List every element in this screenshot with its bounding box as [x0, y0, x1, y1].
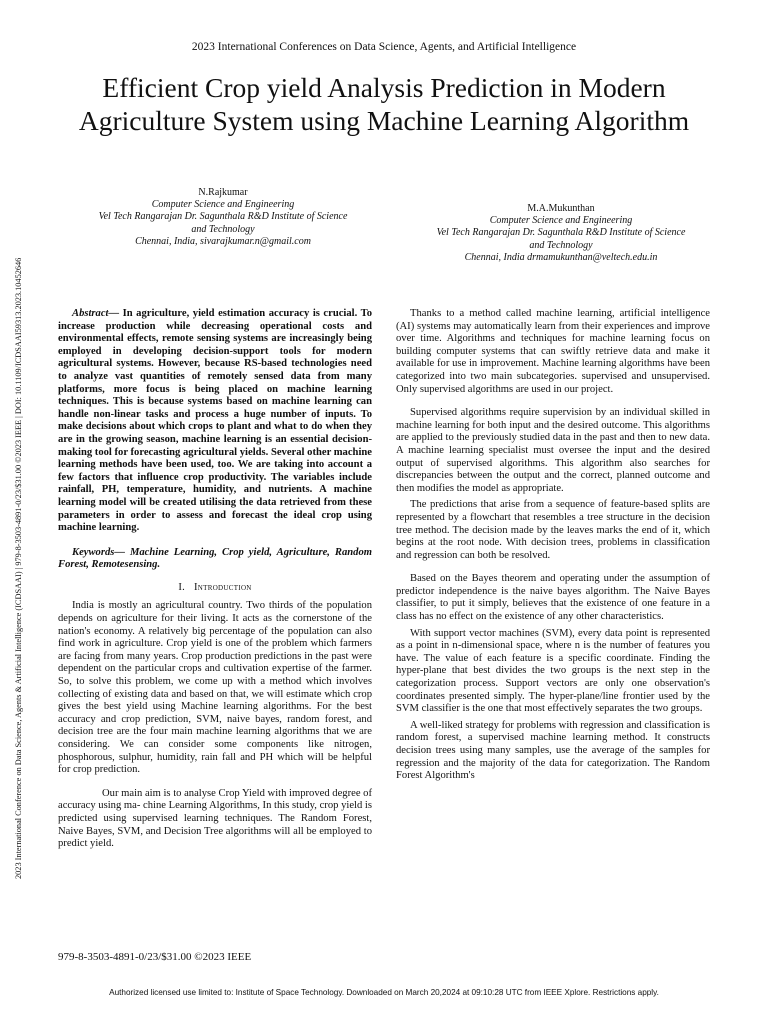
author-name: N.Rajkumar [198, 187, 248, 198]
conference-header: 2023 International Conferences on Data Science, Agents, and Artificial Intelligence [191, 41, 577, 53]
body-paragraph: Based on the Bayes theorem and operating under the assumption of predictor independence is the naive bayes algorithm. The Naive Bayes classifier, to put it simply, believes that the existence of one feature in a class has no effect on the existence of any other characteristics. [396, 573, 710, 623]
author-contact: Chennai, India drmamukunthan@veltech.edu.in [464, 251, 658, 263]
section-heading-introduction [58, 582, 372, 595]
author-institution: Vel Tech Rangarajan Dr. Sagunthala R&D Institute of Science [98, 211, 348, 223]
body-paragraph: The predictions that arise from a sequence of feature-based splits are represented by a flowchart that resembles a tree structure in the decision tree method. The decision made by the leaves marks the end of it, which begins at the root node. With decision trees, problems in classification and regression can both be resolved. [396, 499, 710, 561]
body-paragraph: Our main aim is to analyse Crop Yield with improved degree of accuracy using ma- chine Learning Algorithms, In this study, crop yield is predicted using supervised learning techniques. The Random Forest, Naive Bayes, SVM, and Decision Tree algorithms will all be employed to predict yield. [58, 787, 372, 850]
section-number: I. [178, 581, 186, 593]
author-block-2 [396, 203, 726, 264]
author-contact: Chennai, India, sivarajkumar.n@gmail.com [135, 235, 311, 247]
author-institution: Vel Tech Rangarajan Dr. Sagunthala R&D Institute of Science [436, 227, 686, 239]
author-dept: Computer Science and Engineering [489, 215, 633, 227]
paper-title: Efficient Crop yield Analysis Prediction in Modern Agriculture System using Machine Learning Algorithm [78, 72, 690, 136]
author-institution-cont: and Technology [529, 239, 593, 251]
section-title: Introduction [193, 581, 252, 593]
body-paragraph: Thanks to a method called machine learning, artificial intelligence (AI) systems may automatically learn from their experiences and improve over time. Algorithms and techniques for machine learning focus on building computer systems that can swiftly retrieve data and make it available for use in improvement. Machine learning algorithms have been categorized into two main subcategories. supervised and unsupervised. Only supervised algorithms are used in our project. [396, 308, 710, 395]
right-column [396, 308, 710, 783]
body-paragraph: A well-liked strategy for problems with regression and classification is random forest, a supervised machine learning method. It constructs decision trees using many samples, use the average of the samples for regression and the majority of the data for categorization. The Random Forest Algorithm's [396, 719, 710, 782]
footer-isbn: 979-8-3503-4891-0/23/$31.00 ©2023 IEEE [58, 951, 252, 963]
left-column [58, 308, 372, 851]
abstract [58, 308, 372, 535]
body-paragraph: With support vector machines (SVM), every data point is represented as a point in n-dimensional space, where n is the number of features you have. The value of each feature is a specific coordinate. Finding the hyper-plane that best divides the two groups is the next step in the categorization process. Support vectors are only one observation's coordinates presented simply. The hyper-plane/line frontier used by the SVM classifier is the one that most effectively separates the two groups. [396, 627, 710, 715]
author-block-1 [58, 187, 388, 248]
abstract-text: In agriculture, yield estimation accuracy is crucial. To increase production while decreasing operational costs and environmental effects, remote sensing systems are increasingly being employed in developing decision-support tools for modern agricultural systems. However, because RS-based technologies need to analyze vast quantities of remotely sensed data from many platforms, more focus is being placed on machine learning techniques. This is because systems based on machine learning can handle non-linear tasks and process a huge number of inputs. To make decisions about which crops to plant and what to do when they are in the growing season, machine learning is an essential decision-making tool for forecasting agricultural yields. Several other machine learning methods have been used, too. We are taking into account a few factors that influence crop productivity. The variables include rainfall, PH, temperature, humidity, and nutrients. A machine learning model will be created utilising the data retrieved from these parameters in order to assess and forecast the ideal crop using machine learning. [58, 308, 372, 534]
side-doi-identifier: 2023 International Conference on Data Science, Agents & Artificial Intelligence (ICDSAAI) | 979-8-3503-4891-0/23/$31.00 ©2023 IEEE | DOI: 10.1109/ICDSAAI59313.2023.10452646 [14, 257, 23, 879]
body-paragraph: Supervised algorithms require supervision by an individual skilled in machine learning for both input and the desired outcome. This algorithms are applied to the previously studied data in the past and then to new data. A machine learning specialist must oversee the input and the desired output of supervised algorithms. This algorithm also searches for discrepancies between the output and the correct, planned outcome and then modifies the model as appropriate. [396, 407, 710, 494]
abstract-lead: Abstract— [72, 308, 120, 319]
body-paragraph: India is mostly an agricultural country. Two thirds of the population depends on agriculture for their living. It acts as the cornerstone of the nation's economy. A relatively big percentage of the population can also find work in agriculture. Crop yield is one of the problem which farmers are facing from many years. Crop production predictions in the past were dependent on the particular crops and cultivation expertise of the farmer. So, to solve this problem, we come up with a method which involves collecting of existing data and based on that, we will estimate which crop gives the best yield using Machine learning algorithms. For the best accuracy and crop prediction, SVM, naive bayes, random forest, and decision tree are the four main machine learning algorithms that we are considering. We can consider some components like nitrogen, phosphorous, sulphur, humidity, rain fall and PH which will be helpful for crop prediction. [58, 600, 372, 776]
license-notice: Authorized licensed use limited to: Institute of Space Technology. Downloaded on March 20,2024 at 09:10:28 UTC from IEEE Xplore. Restrictions apply. [109, 988, 659, 997]
author-name: M.A.Mukunthan [527, 203, 595, 214]
author-dept: Computer Science and Engineering [151, 199, 295, 211]
keywords: Keywords— Machine Learning, Crop yield, Agriculture, Random Forest, Remotesensing. [58, 546, 372, 571]
author-institution-cont: and Technology [191, 223, 255, 235]
